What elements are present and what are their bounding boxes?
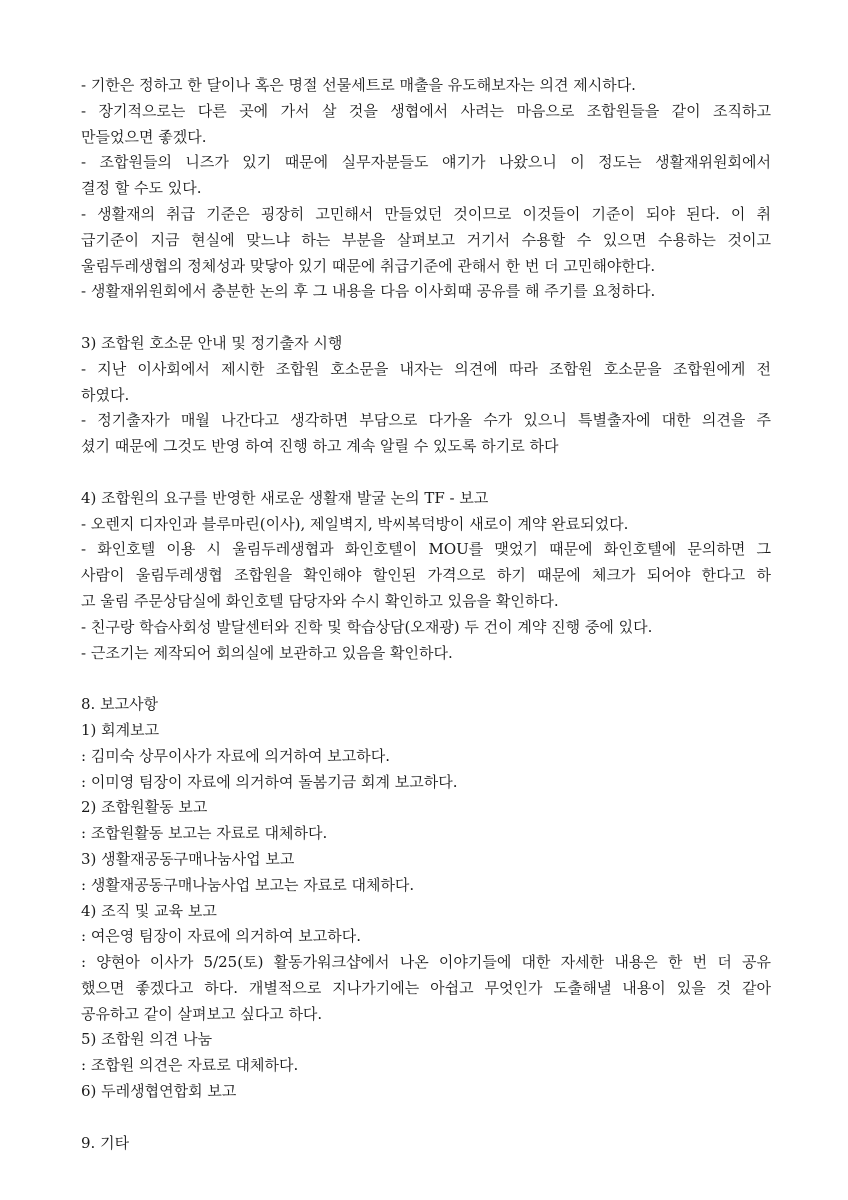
- blank-line: [81, 460, 771, 486]
- section-heading: 3) 조합원 호소문 안내 및 정기출자 시행: [81, 333, 343, 352]
- section-heading: 9. 기타: [81, 1133, 130, 1152]
- text-line: : 김미숙 상무이사가 자료에 의거하여 보고하다.: [81, 746, 390, 765]
- text-line: - 기한은 정하고 한 달이나 혹은 명절 선물세트로 매출을 유도해보자는 의견 제시하다.: [81, 76, 636, 94]
- text-line: 사람이 울림두레생협 조합원을 확인해야 할인된 가격으로 하기 때문에 체크가 되어야 한다고 하: [81, 566, 771, 585]
- section-reports: [81, 692, 771, 1105]
- text-line: : 생활재공동구매나눔사업 보고는 자료로 대체하다.: [81, 875, 415, 894]
- text-line: - 화인호텔 이용 시 울림두레생협과 화인호텔이 MOU를 맺었기 때문에 화인호텔에 문의하면 그: [81, 540, 771, 559]
- text-line: - 장기적으로는 다른 곳에 가서 살 것을 생협에서 사려는 마음으로 조합원들을 같이 조직하고: [81, 101, 771, 120]
- section-heading: 4) 조합원의 요구를 반영한 새로운 생활재 발굴 논의 TF - 보고: [81, 488, 489, 507]
- text-line: 하였다.: [81, 385, 130, 404]
- text-line: 셨기 때문에 그것도 반영 하여 진행 하고 계속 알릴 수 있도록 하기로 하다: [81, 437, 559, 456]
- subsection-heading: 5) 조합원 의견 나눔: [81, 1030, 213, 1049]
- subsection-heading: 6) 두레생협연합회 보고: [81, 1082, 237, 1101]
- text-line: 결정 할 수도 있다.: [81, 179, 202, 198]
- subsection-heading: 2) 조합원활동 보고: [81, 798, 208, 817]
- text-line: 급기준이 지금 현실에 맞느냐 하는 부분을 살펴보고 거기서 수용할 수 있으면 수용하는 것이고: [81, 230, 771, 249]
- text-line: - 친구랑 학습사회성 발달센터와 진학 및 학습상담(오재광) 두 건이 계약 진행 중에 있다.: [81, 617, 653, 636]
- text-line: : 여은영 팀장이 자료에 의거하여 보고하다.: [81, 927, 361, 946]
- text-line: : 이미영 팀장이 자료에 의거하여 돌봄기금 회계 보고하다.: [81, 772, 458, 791]
- section-member-appeal: [81, 331, 771, 460]
- text-line: 고 울림 주문상담실에 화인호텔 담당자와 수시 확인하고 있음을 확인하다.: [81, 591, 559, 610]
- section-other: [81, 1131, 771, 1157]
- text-line: : 조합원 의견은 자료로 대체하다.: [81, 1056, 299, 1075]
- blank-line: [81, 666, 771, 692]
- text-line: 만들었으면 좋겠다.: [81, 127, 207, 146]
- text-line: - 조합원들의 니즈가 있기 때문에 실무자분들도 얘기가 나왔으니 이 정도는 생활재위원회에서: [81, 153, 771, 172]
- blank-line: [81, 305, 771, 331]
- text-line: - 생활재의 취급 기준은 굉장히 고민해서 만들었던 것이므로 이것들이 기준이 되야 된다. 이 취: [81, 204, 771, 223]
- text-line: 울림두레생협의 정체성과 맞닿아 있기 때문에 취급기준에 관해서 한 번 더 고민해야한다.: [81, 256, 656, 275]
- subsection-heading: 1) 회계보고: [81, 720, 160, 739]
- text-line: : 양현아 이사가 5/25(토) 활동가워크샵에서 나온 이야기들에 대한 자세한 내용은 한 번 더 공유: [81, 953, 771, 972]
- subsection-heading: 4) 조직 및 교육 보고: [81, 901, 217, 920]
- document-body: [81, 73, 771, 1156]
- section-new-product-tf: [81, 486, 771, 667]
- section-heading: 8. 보고사항: [81, 695, 159, 714]
- text-line: - 오렌지 디자인과 블루마린(이사), 제일벽지, 박씨복덕방이 새로이 계약 완료되었다.: [81, 514, 629, 533]
- text-line: 공유하고 같이 살펴보고 싶다고 하다.: [81, 1004, 323, 1023]
- subsection-heading: 3) 생활재공동구매나눔사업 보고: [81, 849, 295, 868]
- text-line: : 조합원활동 보고는 자료로 대체하다.: [81, 824, 328, 843]
- text-line: - 정기출자가 매월 나간다고 생각하면 부담으로 다가올 수가 있으니 특별출자에 대한 의견을 주: [81, 411, 771, 430]
- text-line: - 근조기는 제작되어 회의실에 보관하고 있음을 확인하다.: [81, 643, 453, 662]
- blank-line: [81, 1105, 771, 1131]
- text-line: - 지난 이사회에서 제시한 조합원 호소문을 내자는 의견에 따라 조합원 호소문을 조합원에게 전: [81, 359, 771, 378]
- text-line: - 생활재위원회에서 충분한 논의 후 그 내용을 다음 이사회때 공유를 해 주기를 요청하다.: [81, 282, 656, 301]
- section-product-committee-discussion: [81, 73, 771, 305]
- text-line: 했으면 좋겠다고 하다. 개별적으로 지나가기에는 아쉽고 무엇인가 도출해낼 내용이 있을 것 같아: [81, 978, 771, 997]
